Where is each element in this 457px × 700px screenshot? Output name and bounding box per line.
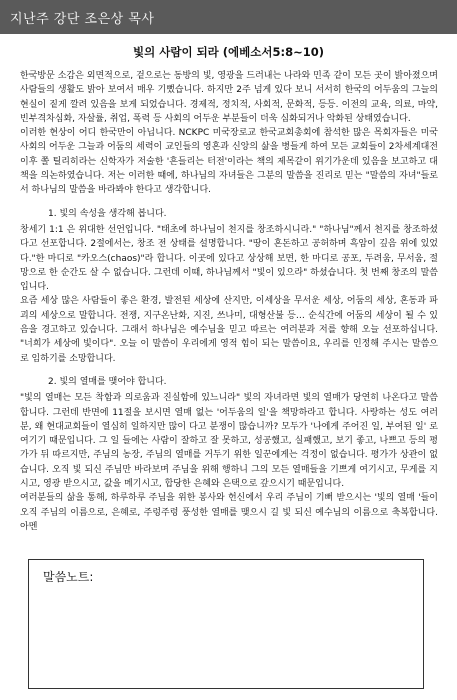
sermon-body <box>20 69 438 534</box>
header-title: 지난주 강단 조은상 목사 <box>10 12 155 27</box>
sermon-title: 빛의 사람이 되라 (에베소서5:8~10) <box>133 45 324 59</box>
paragraph-fruit: "빛의 열매는 모든 착함과 의로움과 진실함에 있느니라" 빛의 자녀라면 빛의 열매가 당연히 나온다고 말씀합니다. 그런데 반면에 11절을 보시면 열매 없는 '어두움의 일'을 책망하라고 합니다. 사랑하는 성도 여러분, 왜 현대교회들이 열심히 일하지만 많이 다고 분쟁이 많습니까? 모두가 '나에게 주어진 일, 부여된 일' 로 여기기 때문입니다. 그 일 들에는 사람이 잘하고 잘 못하고, 성공했고, 실패했고, 보기 좋고, 나쁘고 등의 평가가 뒤 따르지만, 주님의 농장, 주님의 열매를 거두기 위한 일꾼에게는 걱정이 없습니다. 평가가 상관이 없습니다. 오직 빛 되신 주님만 바라보며 주님을 위해 행하니 그의 모든 열매들을 기쁘게 여기시고, 무게를 지시고, 영광 받으시고, 값을 메기시고, 합당한 은혜와 은택으로 갚으시기 때문입니다. <box>20 393 438 490</box>
paragraph-intro: 한국방문 소감은 외면적으로, 겉으로는 동방의 빛, 영광을 드러내는 나라와 민족 같이 모든 곳이 밝아졌으며 사람들의 생활도 밝아 보여서 매우 기뻤습니다. 하지만 2주 넘게 있다 보니 서서히 한국의 어두움의 그늘의 현실이 짙게 깔려 있음을 보게 되었습니다. 경제적, 정치적, 사회적, 문화적, 등등. 이전의 교육, 의료, 마약, 빈부격차심화, 자살률, 취업, 폭력 등 사회의 어두운 부분들이 더욱 심화되거나 악화된 상태였습니다. <box>20 71 438 124</box>
section-heading-1: 1. 빛의 속성을 생각해 봅니다. <box>48 208 167 219</box>
sermon-notes-box[interactable] <box>28 559 424 689</box>
paragraph-world: 요즘 세상 많은 사람들이 좋은 환경, 발전된 세상에 산지만, 이세상을 무서운 세상, 어둠의 세상, 혼동과 파괴의 세상으로 말합니다. 전쟁, 지구온난화, 지진, 쓰나미, 대형산불 등… 순식간에 어둠의 세상이 될 수 있음을 경고하고 있습니다. 그래서 하나님은 예수님을 믿고 따르는 여러분과 저를 향해 오늘 선포하십니다. "너희가 세상에 빛이다". 오늘 이 말씀이 우리에게 영적 힘이 되는 말씀이요, 우리를 인정해 주시는 말씀으로 임하기를 소망합니다. <box>20 296 438 364</box>
paragraph-context: 이러한 현상이 어디 한국만이 아닙니다. NCKPC 미국장로교 한국교회총회에 참석한 많은 목회자들은 미국사회의 어두운 그늘과 어둠의 세력이 교인들의 영혼과 신앙의 삶을 병들게 하여 모든 교회들이 2차세계대전 이후 쫄 틸리히라는 신학자가 저술한 '흔들리는 터전'이라는 책의 제목같이 위기가운데 있음을 보고하고 대책을 의논하였습니다. 저는 이러한 때에, 하나님의 자녀들은 그분의 말씀을 진리로 믿는 "말씀의 자녀"들로서 하나님의 말씀을 바라봐야 한다고 생각합니다. <box>20 128 438 196</box>
paragraph-genesis: 창세기 1:1 은 위대한 선언입니다. "태초에 하나님이 천지를 창조하시니라." "하나님"께서 천지를 창조하셨다고 선포합니다. 2절에서는, 창조 전 상태를 설명합니다. "땅이 혼돈하고 공허하며 흑암이 깊음 위에 있었다."한 마디로 "카오스(chaos)"라 합니다. 이곳에 있다고 상상해 보면, 한 마디로 공포, 두려움, 무서움, 절망으로 한 순간도 살 수 없습니다. 그런데 이때, 하나님께서 "빛이 있으라" 하셨습니다. 첫 번째 창조의 말씀입니다. <box>20 224 438 293</box>
header-bar <box>0 0 457 34</box>
paragraph-blessing: 여러분들의 삶을 통해, 하루하루 주님을 위한 봉사와 헌신에서 우리 주님이 기뻐 받으시는 '빛의 열매 '들이 오직 주님의 이름으로, 은혜로, 주렁주렁 풍성한 열매를 맺으시 길 빛 되신 예수님의 이름으로 축복합니다. 아멘 <box>20 493 438 532</box>
notes-label: 말씀노트: <box>43 570 94 584</box>
section-heading-2: 2. 빛의 열매를 맺어야 합니다. <box>48 376 167 387</box>
